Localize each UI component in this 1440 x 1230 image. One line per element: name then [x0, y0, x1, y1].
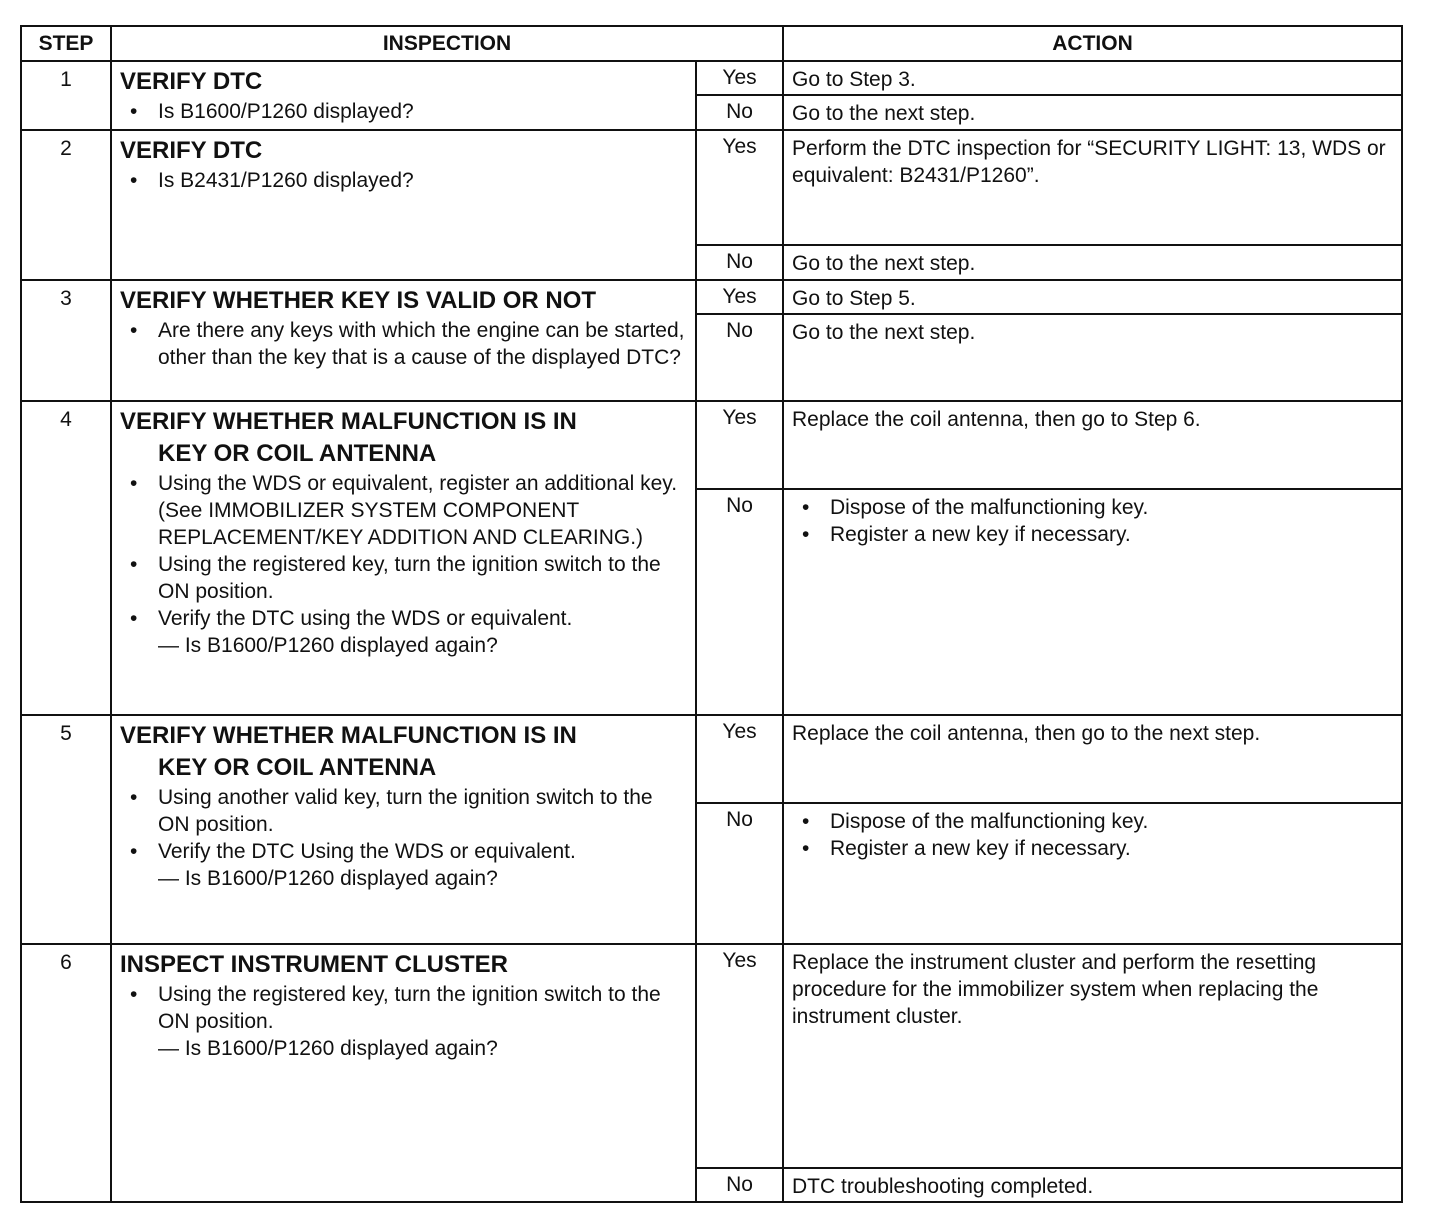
step-number: 1 — [21, 61, 111, 130]
step-1-yes-row — [21, 61, 1402, 95]
step-title: VERIFY WHETHER KEY IS VALID OR NOT — [120, 287, 597, 314]
header-row — [21, 26, 1402, 61]
inspection-question: — Is B1600/P1260 displayed again? — [158, 634, 498, 657]
yes-label: Yes — [696, 944, 783, 1168]
step-title: INSPECT INSTRUMENT CLUSTER — [120, 951, 509, 978]
no-label: No — [696, 95, 783, 130]
yes-label: Yes — [696, 280, 783, 314]
step-title-line-1: VERIFY WHETHER MALFUNCTION IS IN — [120, 408, 577, 435]
yes-label: Yes — [696, 130, 783, 245]
yes-label: Yes — [696, 715, 783, 803]
action-bullet: • Dispose of the malfunctioning key. — [792, 808, 1393, 835]
action-bullet: • Register a new key if necessary. — [792, 521, 1393, 548]
step-title-line-2: KEY OR COIL ANTENNA — [158, 754, 437, 781]
diagnostic-procedure-table — [20, 25, 1403, 1203]
inspection-bullet: • Is B1600/P1260 displayed? — [120, 98, 687, 125]
no-action: Go to the next step. — [783, 245, 1402, 280]
step-2-yes-row — [21, 130, 1402, 245]
step-4-yes-row — [21, 401, 1402, 489]
step-title: VERIFY DTC — [120, 68, 263, 95]
step-inspection — [111, 715, 696, 944]
action-bullet: • Register a new key if necessary. — [792, 835, 1393, 862]
step-inspection — [111, 280, 696, 401]
no-action: Go to the next step. — [783, 314, 1402, 401]
no-label: No — [696, 803, 783, 944]
no-label: No — [696, 314, 783, 401]
yes-action: Replace the coil antenna, then go to the next step. — [783, 715, 1402, 803]
step-inspection — [111, 944, 696, 1202]
step-number: 3 — [21, 280, 111, 401]
yes-action: Go to Step 5. — [783, 280, 1402, 314]
step-title — [120, 720, 687, 784]
action-bullet: • Dispose of the malfunctioning key. — [792, 494, 1393, 521]
inspection-bullet: • Using the registered key, turn the ignition switch to the ON position. — [120, 551, 687, 605]
no-label: No — [696, 1168, 783, 1202]
step-6-yes-row — [21, 944, 1402, 1168]
inspection-bullet: • Verify the DTC Using the WDS or equivalent. — [120, 838, 687, 865]
step-number: 2 — [21, 130, 111, 280]
step-title-line-2: KEY OR COIL ANTENNA — [158, 440, 437, 467]
yes-action: Perform the DTC inspection for “SECURITY LIGHT: 13, WDS or equivalent: B2431/P1260”. — [783, 130, 1402, 245]
inspection-bullet: • Is B2431/P1260 displayed? — [120, 167, 687, 194]
header-action: ACTION — [783, 26, 1402, 61]
step-title — [120, 406, 687, 470]
inspection-bullet-text: • Using the WDS or equivalent, register an additional key. — [158, 472, 678, 495]
inspection-bullet: • Are there any keys with which the engine can be started, other than the key that is a cause of the displayed DTC? — [120, 317, 687, 371]
inspection-bullet: • Using the registered key, turn the ignition switch to the ON position. — [120, 981, 687, 1035]
no-label: No — [696, 245, 783, 280]
yes-label: Yes — [696, 61, 783, 95]
step-inspection — [111, 401, 696, 715]
no-action — [783, 489, 1402, 715]
yes-label: Yes — [696, 401, 783, 489]
see-reference: (See IMMOBILIZER SYSTEM COMPONENT REPLACEMENT/KEY ADDITION AND CLEARING.) — [158, 499, 644, 549]
step-number: 4 — [21, 401, 111, 715]
yes-action: Go to Step 3. — [783, 61, 1402, 95]
step-title-line-1: VERIFY WHETHER MALFUNCTION IS IN — [120, 722, 577, 749]
step-title: VERIFY DTC — [120, 137, 263, 164]
step-inspection — [111, 61, 696, 130]
yes-action: Replace the instrument cluster and perform the resetting procedure for the immobilizer system when replacing the instrument cluster. — [783, 944, 1402, 1168]
header-step: STEP — [21, 26, 111, 61]
no-action: DTC troubleshooting completed. — [783, 1168, 1402, 1202]
no-label: No — [696, 489, 783, 715]
step-5-yes-row — [21, 715, 1402, 803]
inspection-question: — Is B1600/P1260 displayed again? — [158, 1037, 498, 1060]
inspection-bullet: • Using another valid key, turn the ignition switch to the ON position. — [120, 784, 687, 838]
step-number: 6 — [21, 944, 111, 1202]
no-action — [783, 803, 1402, 944]
step-3-yes-row — [21, 280, 1402, 314]
no-action: Go to the next step. — [783, 95, 1402, 130]
header-inspection: INSPECTION — [111, 26, 783, 61]
yes-action: Replace the coil antenna, then go to Step 6. — [783, 401, 1402, 489]
inspection-question: — Is B1600/P1260 displayed again? — [158, 867, 498, 890]
step-number: 5 — [21, 715, 111, 944]
step-inspection — [111, 130, 696, 280]
inspection-bullet: • Verify the DTC using the WDS or equivalent. — [120, 605, 687, 632]
inspection-bullet — [120, 470, 687, 497]
